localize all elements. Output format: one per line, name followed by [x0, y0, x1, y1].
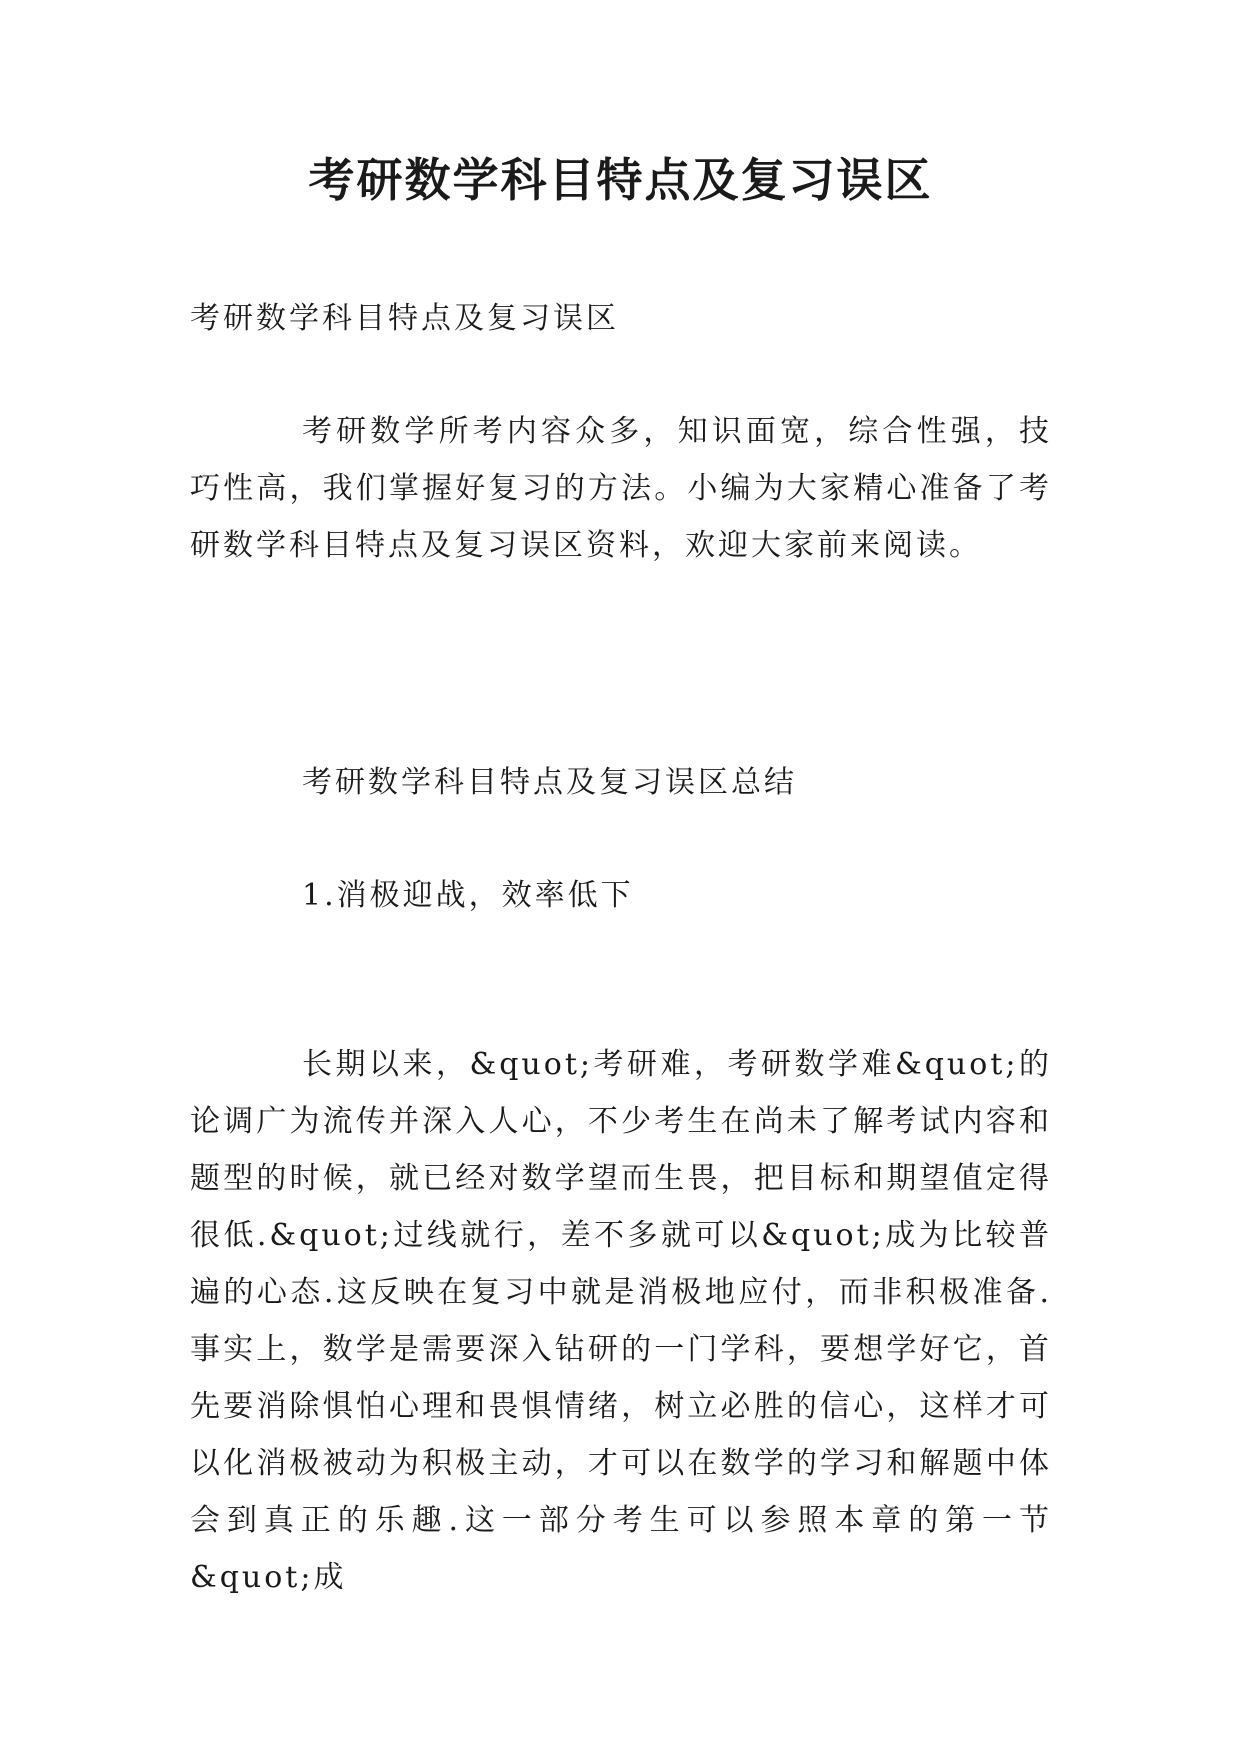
document-subtitle: 考研数学科目特点及复习误区	[190, 301, 619, 336]
document-title: 考研数学科目特点及复习误区	[308, 153, 933, 207]
intro-paragraph: 考研数学所考内容众多，知识面宽，综合性强，技巧性高，我们掌握好复习的方法。小编为大家精心准备了考研数学科目特点及复习误区资料，欢迎大家前来阅读。	[190, 414, 1052, 563]
body-paragraph: 长期以来，&quot;考研难，考研数学难&quot;的论调广为流传并深入人心，不少考生在尚未了解考试内容和题型的时候，就已经对数学望而生畏，把目标和期望值定得很低.&quot;过线就行，差不多就可以&quot;成为比较普遍的心态.这反映在复习中就是消极地应付，而非积极准备.事实上，数学是需要深入钻研的一门学科，要想学好它，首先要消除惧怕心理和畏惧情绪，树立必胜的信心，这样才可以化消极被动为积极主动，才可以在数学的学习和解题中体会到真正的乐趣.这一部分考生可以参照本章的第一节&quot;成	[190, 1047, 1052, 1595]
section-heading: 考研数学科目特点及复习误区总结	[302, 765, 797, 800]
point-heading: 1.消极迎战，效率低下	[302, 878, 634, 913]
